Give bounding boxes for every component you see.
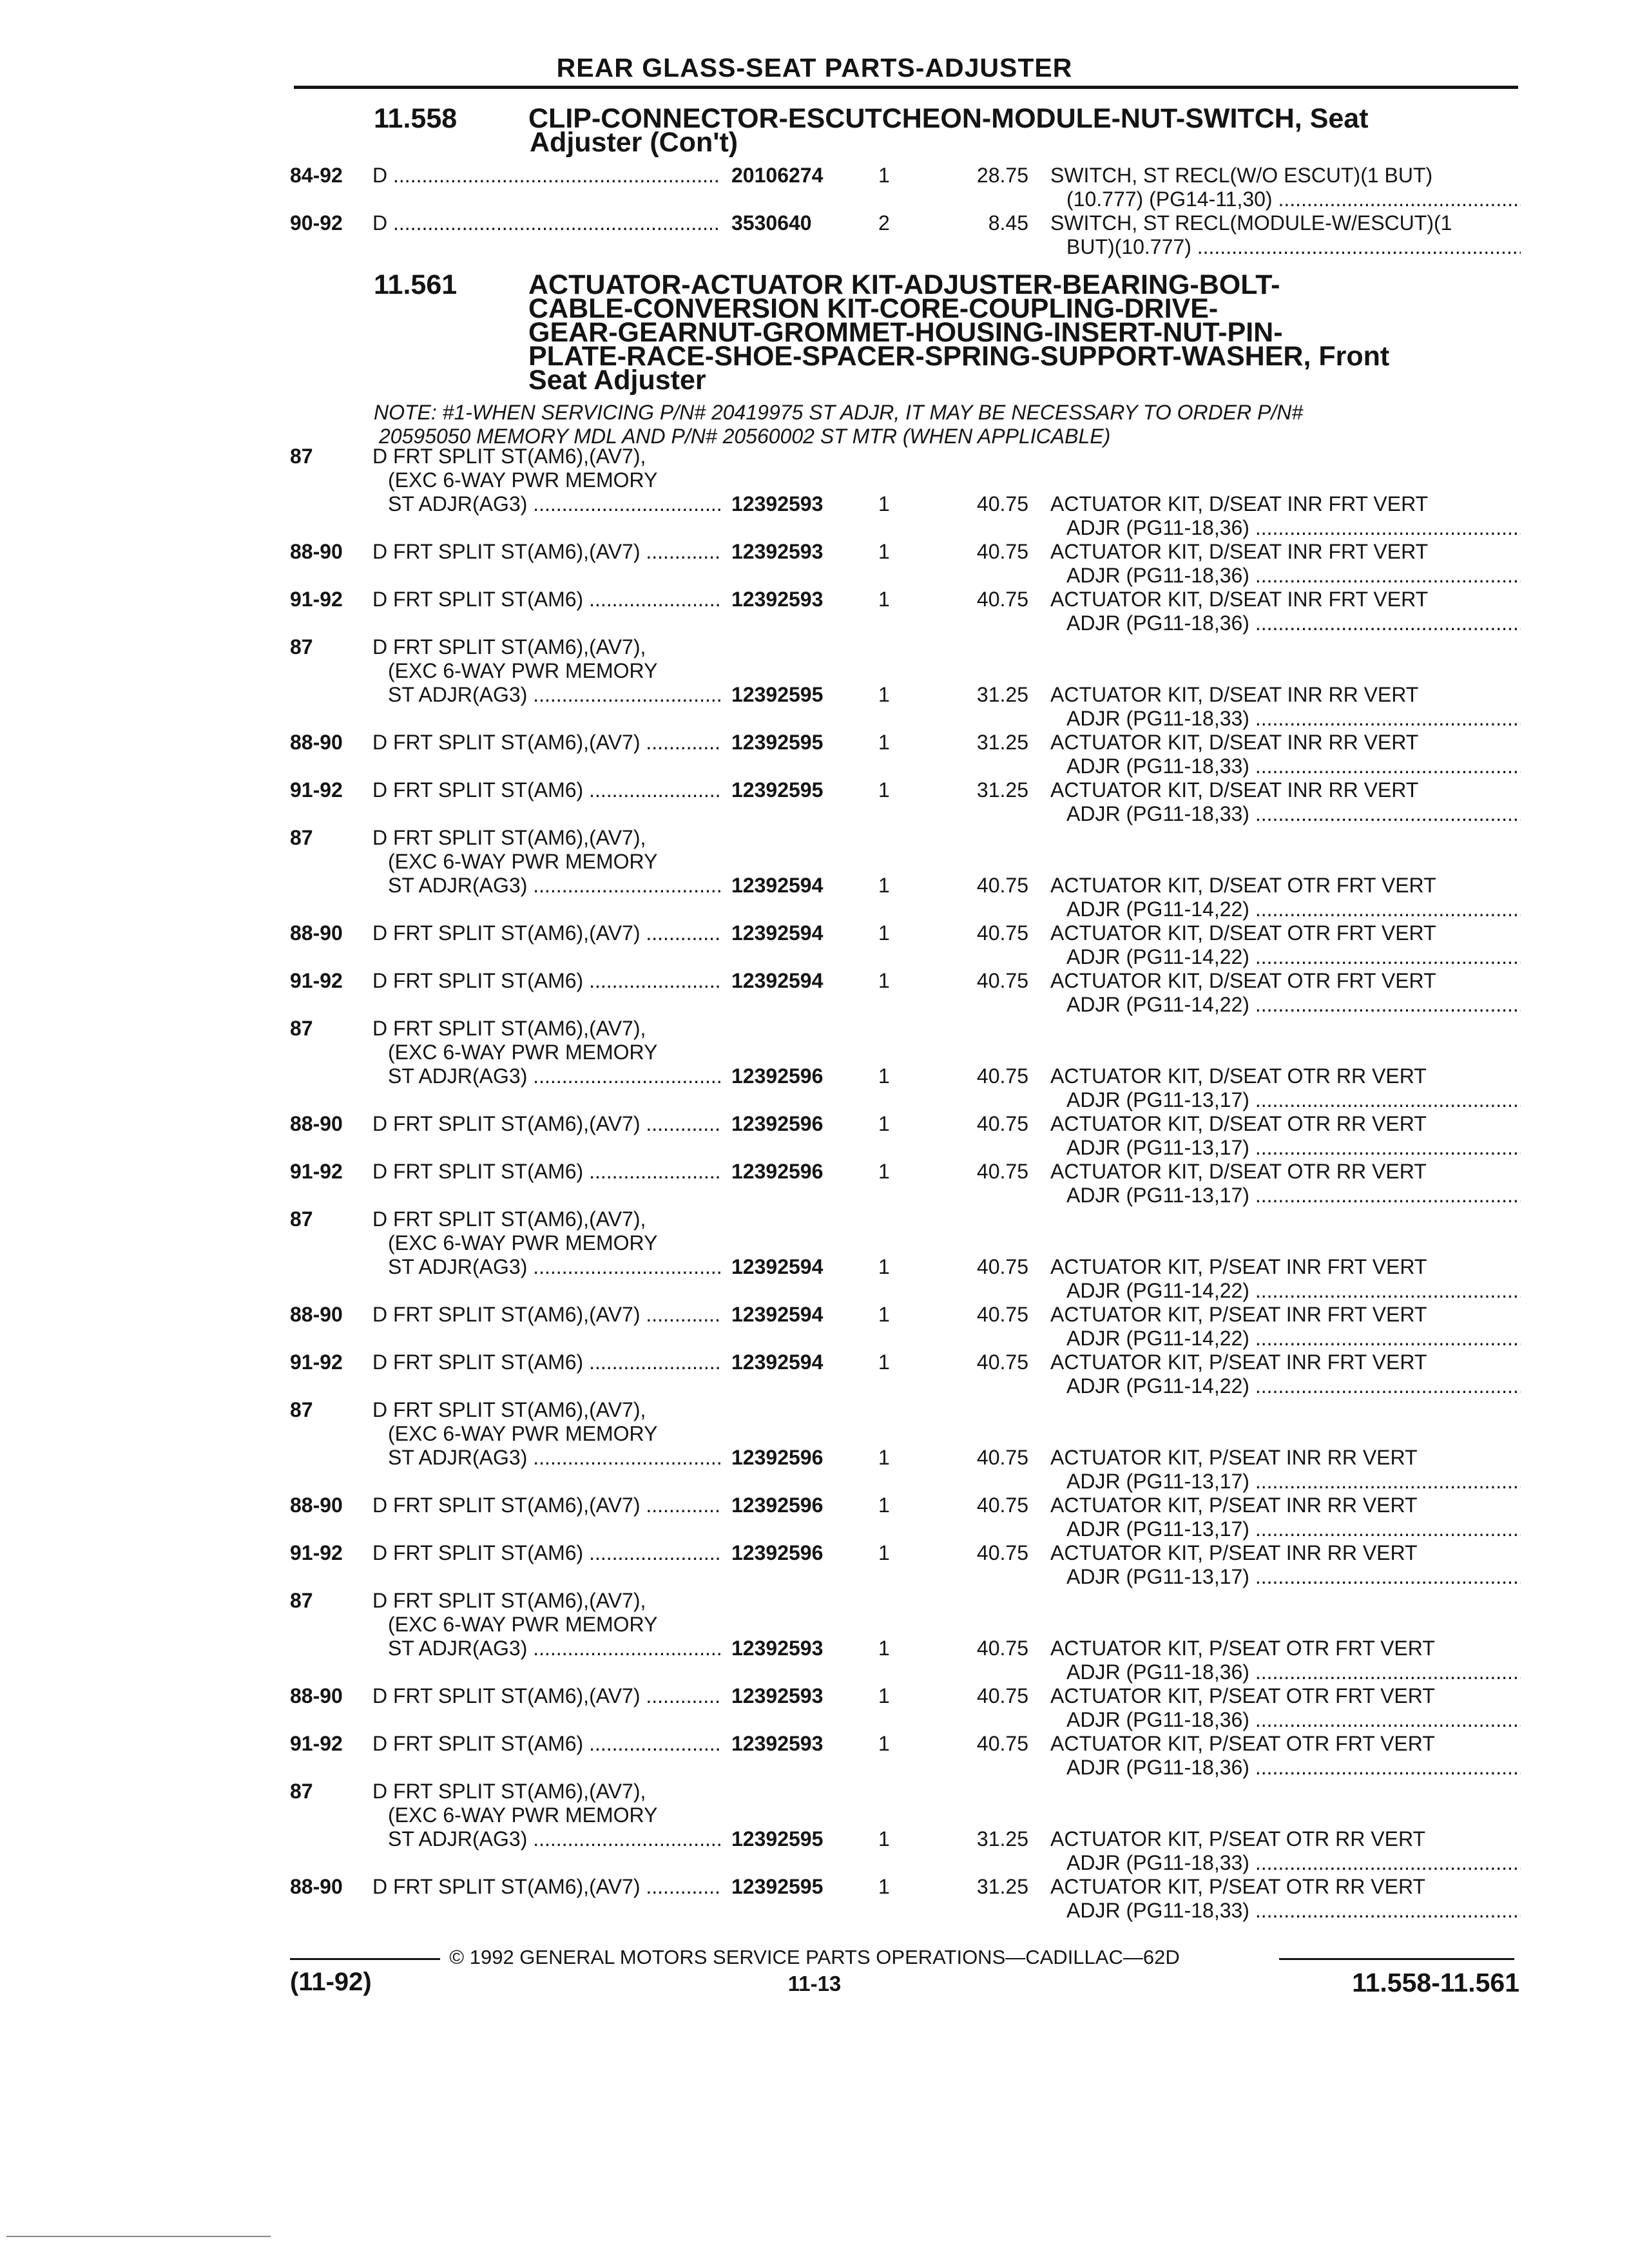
part-description bbox=[1050, 1494, 1521, 1541]
model-years: 87 bbox=[290, 1207, 313, 1231]
footer-copyright bbox=[0, 1946, 1629, 1969]
application-line: D FRT SPLIT ST(AM6),(AV7), bbox=[372, 1207, 646, 1231]
description-line: ADJR (PG11-14,22) ..... bbox=[1050, 1279, 1521, 1303]
application-line: D FRT SPLIT ST(AM6),(AV7) ..... bbox=[372, 1494, 720, 1517]
description-line: ADJR (PG11-18,36) ..... bbox=[1050, 1756, 1521, 1780]
quantity: 1 bbox=[878, 540, 890, 563]
description-line: ACTUATOR KIT, D/SEAT INR RR VERT bbox=[1050, 778, 1419, 802]
description-line: ACTUATOR KIT, P/SEAT INR RR VERT bbox=[1050, 1541, 1418, 1564]
application-line: D FRT SPLIT ST(AM6),(AV7), bbox=[372, 635, 646, 658]
part-number: 12392594 bbox=[731, 921, 824, 945]
application-line: (EXC 6-WAY PWR MEMORY bbox=[388, 1231, 658, 1254]
part-description bbox=[1050, 1112, 1521, 1160]
description-line: ACTUATOR KIT, P/SEAT OTR RR VERT bbox=[1050, 1875, 1426, 1898]
quantity: 1 bbox=[878, 1684, 890, 1707]
price: 40.75 bbox=[976, 492, 1028, 515]
application bbox=[372, 731, 720, 754]
price: 40.75 bbox=[976, 1064, 1028, 1088]
section-title bbox=[528, 269, 1534, 396]
note-line: NOTE: #1-WHEN SERVICING P/N# 20419975 ST ADJR, IT MAY BE NECESSARY TO ORDER P/N# bbox=[374, 401, 1304, 424]
part-description bbox=[1050, 1446, 1521, 1494]
application-line: D FRT SPLIT ST(AM6) ..... bbox=[372, 588, 720, 611]
application bbox=[372, 1303, 720, 1327]
header-rule bbox=[294, 86, 1518, 89]
application bbox=[372, 1780, 720, 1851]
application-line: D FRT SPLIT ST(AM6) ..... bbox=[372, 1541, 720, 1565]
quantity: 1 bbox=[878, 492, 890, 515]
application-line: ST ADJR(AG3) ..... bbox=[372, 1064, 720, 1088]
part-description bbox=[1050, 1541, 1521, 1589]
application bbox=[372, 1732, 720, 1756]
scan-artifact-line bbox=[6, 2236, 271, 2237]
application-line: (EXC 6-WAY PWR MEMORY bbox=[388, 850, 658, 873]
description-line: ADJR (PG11-14,22) ..... bbox=[1050, 1327, 1521, 1350]
part-description bbox=[1050, 874, 1521, 921]
application-line: D FRT SPLIT ST(AM6),(AV7), bbox=[372, 1780, 646, 1803]
quantity: 1 bbox=[878, 164, 890, 187]
price: 40.75 bbox=[976, 921, 1028, 945]
quantity: 1 bbox=[878, 1350, 890, 1374]
quantity: 1 bbox=[878, 1827, 890, 1850]
part-number: 12392596 bbox=[731, 1112, 824, 1135]
page-number: 11-13 bbox=[787, 1972, 842, 1995]
description-line: ACTUATOR KIT, P/SEAT OTR FRT VERT bbox=[1050, 1732, 1435, 1755]
section-title-line: Adjuster (Con't) bbox=[530, 127, 738, 158]
description-line: ADJR (PG11-18,36) ..... bbox=[1050, 1708, 1521, 1732]
part-number: 12392593 bbox=[731, 1732, 824, 1755]
model-years: 84-92 bbox=[290, 164, 343, 187]
description-line: ADJR (PG11-18,33) ..... bbox=[1050, 1851, 1521, 1875]
part-description bbox=[1050, 588, 1521, 635]
application-line: ST ADJR(AG3) ..... bbox=[372, 874, 720, 898]
model-years: 88-90 bbox=[290, 1494, 343, 1517]
section-title bbox=[528, 103, 1534, 158]
part-number: 12392593 bbox=[731, 492, 824, 515]
description-line: ADJR (PG11-13,17) ..... bbox=[1050, 1136, 1521, 1160]
application bbox=[372, 969, 720, 993]
application-line: D FRT SPLIT ST(AM6),(AV7) ..... bbox=[372, 1875, 720, 1899]
model-years: 87 bbox=[290, 635, 313, 658]
model-years: 91-92 bbox=[290, 1350, 343, 1374]
part-number: 12392594 bbox=[731, 1255, 824, 1278]
part-description bbox=[1050, 1350, 1521, 1398]
application bbox=[372, 445, 720, 516]
application-line: D FRT SPLIT ST(AM6),(AV7), bbox=[372, 1589, 646, 1612]
price: 40.75 bbox=[976, 1446, 1028, 1469]
part-number: 12392593 bbox=[731, 588, 824, 611]
quantity: 1 bbox=[878, 874, 890, 897]
model-years: 91-92 bbox=[290, 1541, 343, 1564]
model-years: 88-90 bbox=[290, 731, 343, 754]
price: 31.25 bbox=[976, 731, 1028, 754]
section-title-line: ACTUATOR-ACTUATOR KIT-ADJUSTER-BEARING-BOLT- bbox=[528, 269, 1280, 300]
application-line: D FRT SPLIT ST(AM6),(AV7) ..... bbox=[372, 921, 720, 945]
section-title-line: CABLE-CONVERSION KIT-CORE-COUPLING-DRIVE- bbox=[528, 293, 1219, 324]
description-line: ADJR (PG11-14,22) ..... bbox=[1050, 993, 1521, 1017]
quantity: 1 bbox=[878, 1494, 890, 1517]
model-years: 88-90 bbox=[290, 921, 343, 945]
price: 31.25 bbox=[976, 1875, 1028, 1898]
application bbox=[372, 1875, 720, 1899]
part-number: 12392594 bbox=[731, 969, 824, 992]
quantity: 1 bbox=[878, 731, 890, 754]
application-line: (EXC 6-WAY PWR MEMORY bbox=[388, 1422, 658, 1445]
application-line: D FRT SPLIT ST(AM6) ..... bbox=[372, 778, 720, 802]
application-line: D FRT SPLIT ST(AM6) ..... bbox=[372, 1160, 720, 1184]
quantity: 1 bbox=[878, 778, 890, 802]
description-line: ADJR (PG11-18,36) ..... bbox=[1050, 611, 1521, 635]
description-line: ACTUATOR KIT, D/SEAT INR RR VERT bbox=[1050, 731, 1419, 754]
application bbox=[372, 588, 720, 611]
application-line: ST ADJR(AG3) ..... bbox=[372, 492, 720, 516]
part-number: 12392594 bbox=[731, 1350, 824, 1374]
part-description bbox=[1050, 1732, 1521, 1780]
part-number: 12392595 bbox=[731, 683, 824, 706]
model-years: 91-92 bbox=[290, 1160, 343, 1183]
description-line: ADJR (PG11-13,17) ..... bbox=[1050, 1184, 1521, 1207]
model-years: 90-92 bbox=[290, 211, 343, 235]
quantity: 1 bbox=[878, 683, 890, 706]
part-number: 12392596 bbox=[731, 1446, 824, 1469]
description-line: ADJR (PG11-18,33) ..... bbox=[1050, 754, 1521, 778]
application-line: D FRT SPLIT ST(AM6),(AV7) ..... bbox=[372, 1303, 720, 1327]
application-line: D FRT SPLIT ST(AM6),(AV7), bbox=[372, 1398, 646, 1421]
quantity: 1 bbox=[878, 921, 890, 945]
section-title-line: Seat Adjuster bbox=[528, 365, 706, 396]
part-description bbox=[1050, 921, 1521, 969]
part-number: 12392593 bbox=[731, 540, 824, 563]
section-note bbox=[374, 401, 1534, 448]
description-line: ADJR (PG11-18,36) ..... bbox=[1050, 1660, 1521, 1684]
description-line: ADJR (PG11-14,22) ..... bbox=[1050, 1374, 1521, 1398]
description-line: ACTUATOR KIT, P/SEAT INR FRT VERT bbox=[1050, 1350, 1427, 1374]
quantity: 1 bbox=[878, 1732, 890, 1755]
note-line: 20595050 MEMORY MDL AND P/N# 20560002 ST MTR (WHEN APPLICABLE) bbox=[379, 425, 1111, 448]
part-description bbox=[1050, 1064, 1521, 1112]
quantity: 1 bbox=[878, 1875, 890, 1898]
price: 40.75 bbox=[976, 1684, 1028, 1707]
description-line: ACTUATOR KIT, D/SEAT OTR RR VERT bbox=[1050, 1112, 1427, 1135]
description-line: ACTUATOR KIT, P/SEAT OTR FRT VERT bbox=[1050, 1684, 1435, 1707]
section-number: 11.561 bbox=[374, 269, 458, 300]
application bbox=[372, 540, 720, 564]
application bbox=[372, 1112, 720, 1136]
application-line: (EXC 6-WAY PWR MEMORY bbox=[388, 1041, 658, 1064]
part-number: 12392596 bbox=[731, 1541, 824, 1564]
application-line: D FRT SPLIT ST(AM6),(AV7), bbox=[372, 826, 646, 849]
part-number: 12392594 bbox=[731, 874, 824, 897]
application bbox=[372, 1017, 720, 1088]
description-line: ACTUATOR KIT, P/SEAT INR RR VERT bbox=[1050, 1446, 1418, 1469]
section-title-line: GEAR-GEARNUT-GROMMET-HOUSING-INSERT-NUT-PIN- bbox=[528, 317, 1283, 348]
price: 40.75 bbox=[976, 1732, 1028, 1755]
application-line: (EXC 6-WAY PWR MEMORY bbox=[388, 468, 658, 492]
part-number: 12392596 bbox=[731, 1494, 824, 1517]
application bbox=[372, 211, 720, 235]
section-title-line: PLATE-RACE-SHOE-SPACER-SPRING-SUPPORT-WASHER, Front bbox=[528, 341, 1390, 372]
application-line: D FRT SPLIT ST(AM6),(AV7) ..... bbox=[372, 1112, 720, 1136]
part-number: 12392596 bbox=[731, 1160, 824, 1183]
price: 8.45 bbox=[988, 211, 1028, 235]
application-line: D FRT SPLIT ST(AM6),(AV7), bbox=[372, 1017, 646, 1040]
model-years: 91-92 bbox=[290, 778, 343, 802]
part-description bbox=[1050, 969, 1521, 1017]
quantity: 2 bbox=[878, 211, 890, 235]
application bbox=[372, 1207, 720, 1279]
model-years: 91-92 bbox=[290, 969, 343, 992]
application-line: ST ADJR(AG3) ..... bbox=[372, 683, 720, 707]
application-line: D ..... bbox=[372, 211, 720, 235]
part-description bbox=[1050, 540, 1521, 588]
price: 40.75 bbox=[976, 1541, 1028, 1564]
copyright-text: © 1992 GENERAL MOTORS SERVICE PARTS OPERATIONS—CADILLAC—62D bbox=[440, 1946, 1188, 1968]
description-line: BUT)(10.777) ..... bbox=[1050, 235, 1521, 259]
model-years: 88-90 bbox=[290, 1875, 343, 1898]
quantity: 1 bbox=[878, 1637, 890, 1660]
application-line: (EXC 6-WAY PWR MEMORY bbox=[388, 1803, 658, 1827]
part-description bbox=[1050, 683, 1521, 731]
price: 40.75 bbox=[976, 1350, 1028, 1374]
part-description bbox=[1050, 211, 1521, 259]
part-description bbox=[1050, 731, 1521, 778]
description-line: ADJR (PG11-13,17) ..... bbox=[1050, 1088, 1521, 1112]
model-years: 87 bbox=[290, 445, 313, 468]
description-line: ACTUATOR KIT, D/SEAT INR FRT VERT bbox=[1050, 588, 1429, 611]
model-years: 88-90 bbox=[290, 1112, 343, 1135]
application-line: ST ADJR(AG3) ..... bbox=[372, 1637, 720, 1660]
price: 31.25 bbox=[976, 1827, 1028, 1850]
description-line: (10.777) (PG14-11,30) ..... bbox=[1050, 187, 1521, 211]
model-years: 87 bbox=[290, 826, 313, 849]
application-line: ST ADJR(AG3) ..... bbox=[372, 1446, 720, 1470]
application bbox=[372, 1589, 720, 1660]
application-line: D FRT SPLIT ST(AM6) ..... bbox=[372, 1350, 720, 1374]
price: 40.75 bbox=[976, 540, 1028, 563]
model-years: 91-92 bbox=[290, 1732, 343, 1755]
description-line: ACTUATOR KIT, D/SEAT INR RR VERT bbox=[1050, 683, 1419, 706]
description-line: ADJR (PG11-13,17) ..... bbox=[1050, 1517, 1521, 1541]
description-line: ACTUATOR KIT, D/SEAT OTR RR VERT bbox=[1050, 1160, 1427, 1183]
description-line: ADJR (PG11-14,22) ..... bbox=[1050, 898, 1521, 921]
price: 40.75 bbox=[976, 1303, 1028, 1326]
description-line: ADJR (PG11-14,22) ..... bbox=[1050, 945, 1521, 969]
price: 40.75 bbox=[976, 1637, 1028, 1660]
part-description bbox=[1050, 1255, 1521, 1303]
model-years: 87 bbox=[290, 1780, 313, 1803]
description-line: ADJR (PG11-13,17) ..... bbox=[1050, 1470, 1521, 1494]
application bbox=[372, 635, 720, 707]
model-years: 88-90 bbox=[290, 540, 343, 563]
description-line: ACTUATOR KIT, P/SEAT INR RR VERT bbox=[1050, 1494, 1418, 1517]
application-line: D FRT SPLIT ST(AM6) ..... bbox=[372, 969, 720, 993]
part-description bbox=[1050, 1684, 1521, 1732]
price: 40.75 bbox=[976, 1494, 1028, 1517]
description-line: ADJR (PG11-18,33) ..... bbox=[1050, 707, 1521, 731]
price: 40.75 bbox=[976, 874, 1028, 897]
description-line: ACTUATOR KIT, D/SEAT INR FRT VERT bbox=[1050, 492, 1429, 515]
footer-date-code: (11-92) bbox=[290, 1968, 372, 1996]
part-description bbox=[1050, 1160, 1521, 1207]
application-line: (EXC 6-WAY PWR MEMORY bbox=[388, 659, 658, 682]
application-line: D FRT SPLIT ST(AM6),(AV7) ..... bbox=[372, 1684, 720, 1708]
description-line: ACTUATOR KIT, D/SEAT INR FRT VERT bbox=[1050, 540, 1429, 563]
footer-section-range: 11.558-11.561 bbox=[1352, 1968, 1519, 1997]
description-line: ACTUATOR KIT, D/SEAT OTR FRT VERT bbox=[1050, 921, 1436, 945]
description-line: SWITCH, ST RECL(W/O ESCUT)(1 BUT) bbox=[1050, 164, 1433, 187]
application-line: ST ADJR(AG3) ..... bbox=[372, 1255, 720, 1279]
description-line: ACTUATOR KIT, P/SEAT OTR FRT VERT bbox=[1050, 1637, 1435, 1660]
quantity: 1 bbox=[878, 969, 890, 992]
application-line: D FRT SPLIT ST(AM6),(AV7) ..... bbox=[372, 731, 720, 754]
description-line: ADJR (PG11-18,33) ..... bbox=[1050, 1899, 1521, 1923]
part-number: 12392595 bbox=[731, 731, 824, 754]
quantity: 1 bbox=[878, 1541, 890, 1564]
application-line: D FRT SPLIT ST(AM6),(AV7) ..... bbox=[372, 540, 720, 564]
part-number: 12392595 bbox=[731, 1827, 824, 1850]
application-line: D FRT SPLIT ST(AM6),(AV7), bbox=[372, 445, 646, 468]
application bbox=[372, 826, 720, 898]
section-number: 11.558 bbox=[374, 103, 458, 134]
model-years: 87 bbox=[290, 1589, 313, 1612]
part-description bbox=[1050, 778, 1521, 826]
description-line: SWITCH, ST RECL(MODULE-W/ESCUT)(1 bbox=[1050, 211, 1452, 235]
price: 28.75 bbox=[976, 164, 1028, 187]
description-line: ACTUATOR KIT, P/SEAT INR FRT VERT bbox=[1050, 1303, 1427, 1326]
part-description bbox=[1050, 1637, 1521, 1684]
application bbox=[372, 1350, 720, 1374]
application bbox=[372, 1160, 720, 1184]
model-years: 91-92 bbox=[290, 588, 343, 611]
application-line: D ..... bbox=[372, 164, 720, 187]
description-line: ADJR (PG11-18,36) ..... bbox=[1050, 564, 1521, 588]
price: 31.25 bbox=[976, 683, 1028, 706]
application bbox=[372, 778, 720, 802]
part-description bbox=[1050, 492, 1521, 540]
application-line: D FRT SPLIT ST(AM6) ..... bbox=[372, 1732, 720, 1756]
description-line: ACTUATOR KIT, P/SEAT OTR RR VERT bbox=[1050, 1827, 1426, 1850]
price: 40.75 bbox=[976, 1160, 1028, 1183]
quantity: 1 bbox=[878, 1446, 890, 1469]
model-years: 88-90 bbox=[290, 1684, 343, 1707]
part-number: 12392593 bbox=[731, 1684, 824, 1707]
application bbox=[372, 1398, 720, 1470]
description-line: ACTUATOR KIT, P/SEAT INR FRT VERT bbox=[1050, 1255, 1427, 1278]
section-title-line: CLIP-CONNECTOR-ESCUTCHEON-MODULE-NUT-SWITCH, Seat bbox=[528, 103, 1369, 134]
price: 40.75 bbox=[976, 1255, 1028, 1278]
part-number: 12392595 bbox=[731, 1875, 824, 1898]
description-line: ADJR (PG11-18,33) ..... bbox=[1050, 802, 1521, 826]
part-description bbox=[1050, 1827, 1521, 1875]
price: 31.25 bbox=[976, 778, 1028, 802]
application bbox=[372, 1684, 720, 1708]
quantity: 1 bbox=[878, 1303, 890, 1326]
model-years: 88-90 bbox=[290, 1303, 343, 1326]
part-number: 20106274 bbox=[731, 164, 824, 187]
description-line: ACTUATOR KIT, D/SEAT OTR FRT VERT bbox=[1050, 874, 1436, 897]
part-description bbox=[1050, 1875, 1521, 1923]
part-description bbox=[1050, 164, 1521, 211]
description-line: ACTUATOR KIT, D/SEAT OTR RR VERT bbox=[1050, 1064, 1427, 1088]
part-number: 12392594 bbox=[731, 1303, 824, 1326]
application bbox=[372, 164, 720, 187]
application bbox=[372, 1541, 720, 1565]
description-line: ADJR (PG11-18,36) ..... bbox=[1050, 516, 1521, 540]
quantity: 1 bbox=[878, 1160, 890, 1183]
page-header-title: REAR GLASS-SEAT PARTS-ADJUSTER bbox=[556, 53, 1073, 82]
part-number: 3530640 bbox=[731, 211, 812, 235]
description-line: ACTUATOR KIT, D/SEAT OTR FRT VERT bbox=[1050, 969, 1436, 992]
application-line: ST ADJR(AG3) ..... bbox=[372, 1827, 720, 1851]
part-number: 12392596 bbox=[731, 1064, 824, 1088]
price: 40.75 bbox=[976, 1112, 1028, 1135]
part-number: 12392593 bbox=[731, 1637, 824, 1660]
model-years: 87 bbox=[290, 1017, 313, 1040]
quantity: 1 bbox=[878, 1255, 890, 1278]
application bbox=[372, 1494, 720, 1517]
quantity: 1 bbox=[878, 1112, 890, 1135]
price: 40.75 bbox=[976, 969, 1028, 992]
quantity: 1 bbox=[878, 1064, 890, 1088]
price: 40.75 bbox=[976, 588, 1028, 611]
quantity: 1 bbox=[878, 588, 890, 611]
part-description bbox=[1050, 1303, 1521, 1350]
application-line: (EXC 6-WAY PWR MEMORY bbox=[388, 1613, 658, 1636]
description-line: ADJR (PG11-13,17) ..... bbox=[1050, 1565, 1521, 1589]
application bbox=[372, 921, 720, 945]
part-number: 12392595 bbox=[731, 778, 824, 802]
model-years: 87 bbox=[290, 1398, 313, 1421]
